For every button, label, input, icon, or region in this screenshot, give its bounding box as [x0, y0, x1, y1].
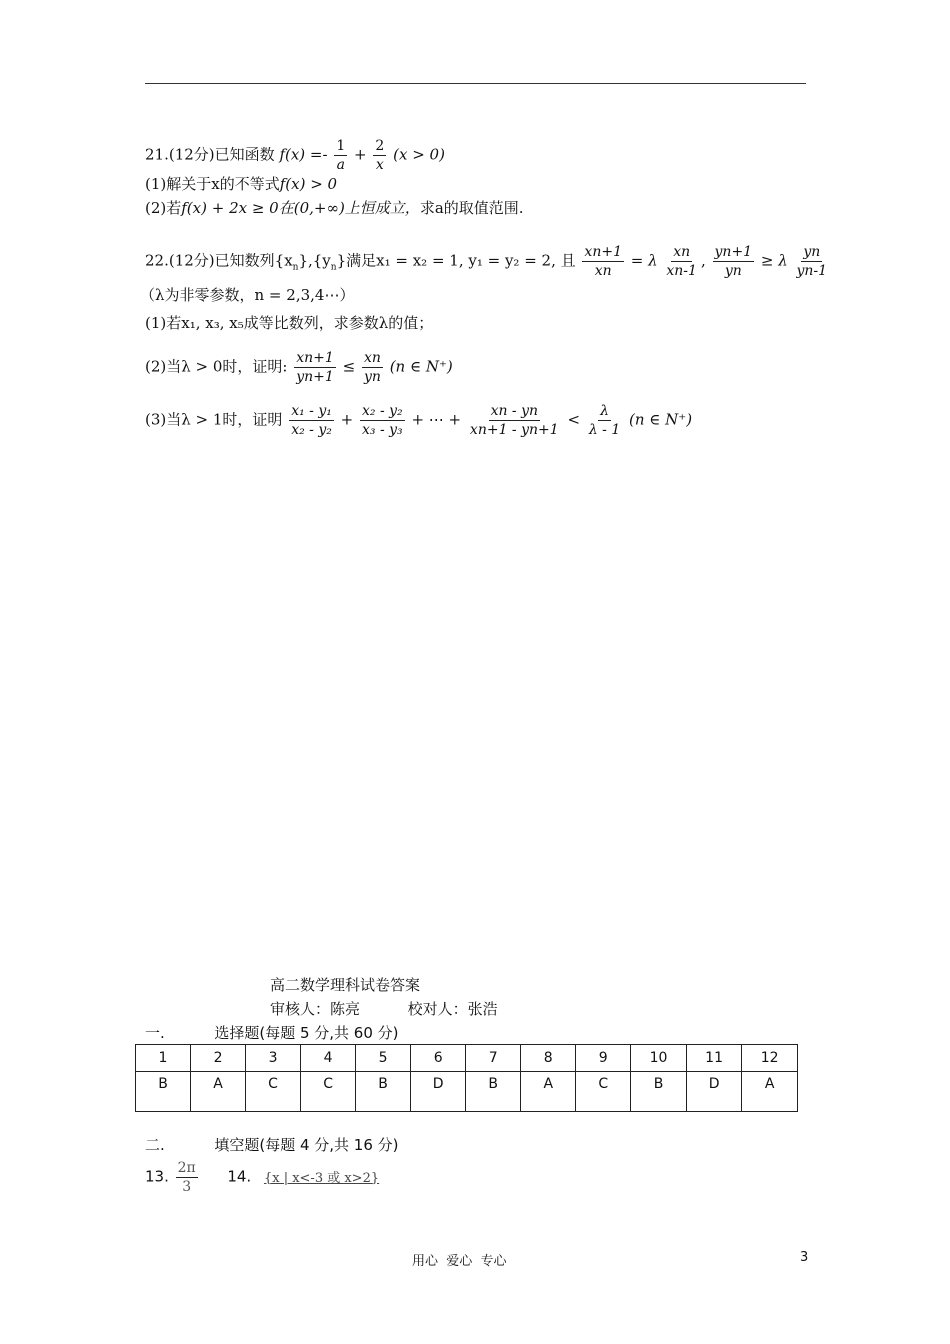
page-number: 3: [800, 1250, 809, 1265]
q21-part2: (2)若f(x) + 2x ≥ 0在(0,+∞)上恒成立，求a的取值范围.: [145, 199, 524, 217]
answer-table: [135, 1044, 798, 1112]
answers-reviewers: 审核人：陈亮 校对人：张浩: [270, 1000, 498, 1018]
q22-note: （λ为非零参数，n = 2,3,4⋯）: [140, 286, 355, 304]
q22-p3-frac4: $\frac{\lambda}{\lambda - 1}$: [588, 403, 621, 438]
q21-title-prefix: 21.(12分)已知函数: [145, 145, 275, 164]
section2-heading: 二. 填空题(每题 4 分,共 16 分): [145, 1136, 399, 1154]
q22-p3-frac3: $\frac{xn - yn}{xn+1 - yn+1}$: [469, 403, 559, 438]
table-row: B A C C B D B A C B D A: [136, 1072, 798, 1112]
q21-frac2: $\frac{2}{x}$: [375, 138, 385, 173]
q22-part1: (1)若x₁, x₃, x₅成等比数列，求参数λ的值；: [145, 314, 434, 332]
answer-13-14: 13. $\frac{2\pi}{3}$ 14. {x | x<-3 或 x>2}: [145, 1160, 380, 1195]
q21-title: 21.(12分)已知函数 f(x) =- $\frac{1}{a}$ + $\frac{2}{x}$ (x > 0): [145, 138, 445, 173]
footer-center: 用心 爱心 专心: [412, 1254, 507, 1269]
table-row: 1 2 3 4 5 6 7 8 9 10 11 12: [136, 1045, 798, 1072]
q22-p2-frac-right: $\frac{xn}{yn}$: [363, 350, 381, 385]
q22-p3-frac2: $\frac{\text{x₂ - y₂}}{\text{x₃ - y₃}}$: [362, 403, 403, 438]
section1-heading: 一. 选择题(每题 5 分,共 60 分): [145, 1024, 399, 1042]
q22-part2: (2)当λ > 0时，证明: $\frac{xn+1}{yn+1}$ ≤ $\frac{xn}{yn}$ (n ∈ N⁺): [145, 350, 453, 385]
q21-frac1: $\frac{1}{a}$: [336, 138, 346, 173]
q22-part3: (3)当λ > 1时，证明 $\frac{\text{x₁ - y₁}}{\text{x₂ - y₂}}$ + $\frac{\text{x₂ - y₂}}{\text{x₃ - y₃}}$ + ⋯ + $\frac{xn - yn}{xn+1 - yn+1}$ < $\frac{\lambda}{\lambda - 1}$ (n ∈ N⁺): [145, 403, 693, 438]
q22-p2-frac-left: $\frac{xn+1}{yn+1}$: [296, 350, 334, 385]
q21-part1: (1)解关于x的不等式f(x) > 0: [145, 175, 338, 193]
q22-title: 22.(12分)已知数列$\{x_n\},\{y_n\}$满足x₁ = x₂ = 1, y₁ = y₂ = 2, 且 $\frac{xn+1}{xn}$ = λ $\frac{xn}{xn-1}$ , $\frac{yn+1}{yn}$ ≥ λ $\frac{yn}{yn-1}$: [145, 244, 828, 279]
header-rule: [145, 83, 806, 84]
q22-cond-frac1: $\frac{xn+1}{xn}$: [584, 244, 622, 279]
q21-domain: (x > 0): [393, 145, 445, 164]
answer-14-value: {x | x<-3 或 x>2}: [263, 1170, 380, 1186]
q22-cond-frac2: $\frac{xn}{xn-1}$: [666, 244, 697, 279]
answer-13-frac: $\frac{2\pi}{3}$: [177, 1160, 196, 1195]
q22-p3-frac1: $\frac{\text{x₁ - y₁}}{\text{x₂ - y₂}}$: [291, 403, 332, 438]
answers-title: 高二数学理科试卷答案: [270, 976, 421, 994]
q22-cond-frac4: $\frac{yn}{yn-1}$: [796, 244, 828, 279]
q22-cond-frac3: $\frac{yn+1}{yn}$: [714, 244, 753, 279]
q21-func: f(x) =-: [279, 145, 328, 164]
